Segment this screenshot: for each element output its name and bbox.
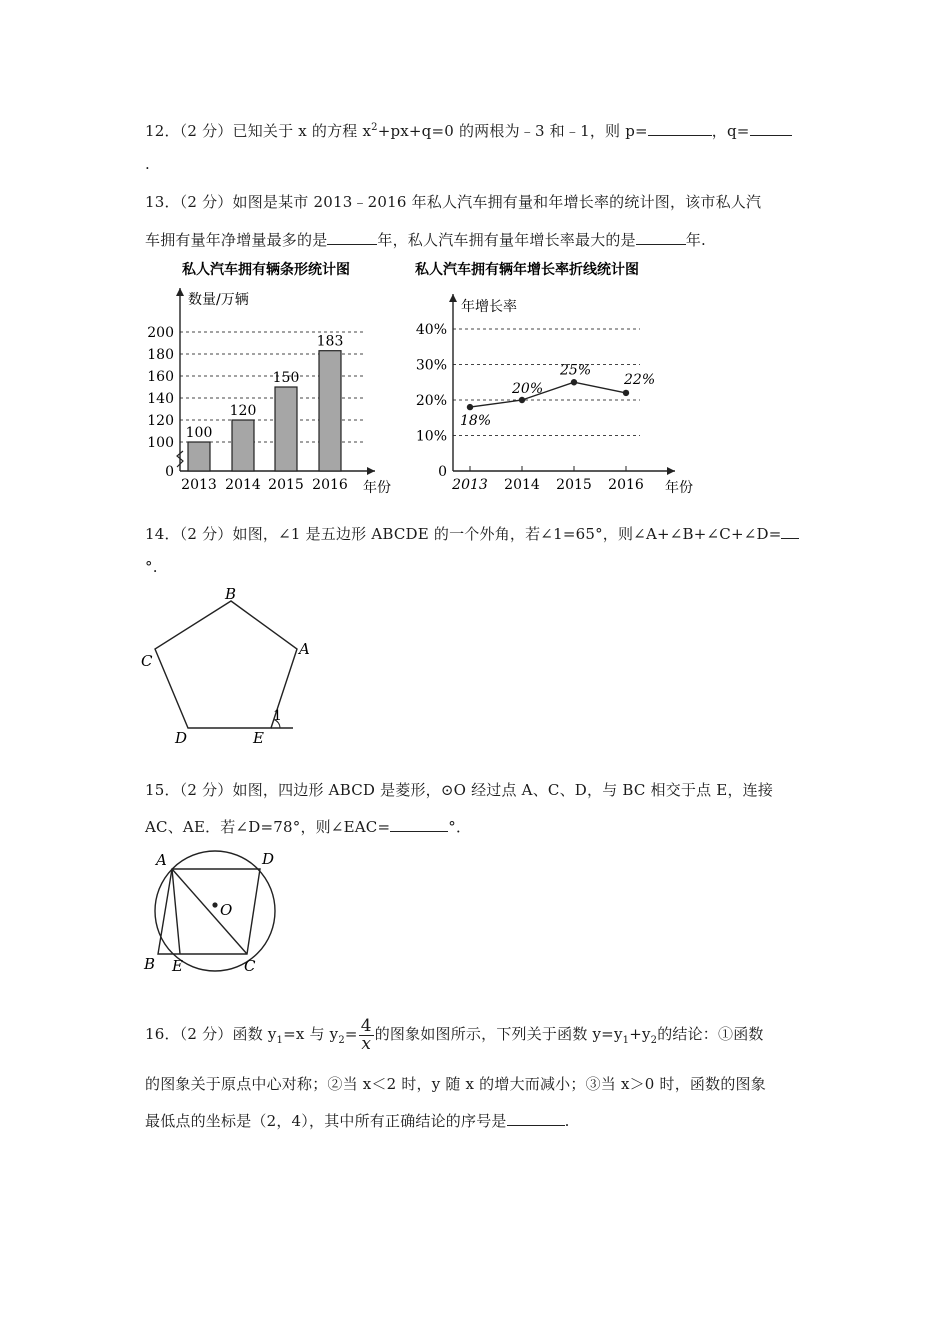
bar-2014: [232, 420, 254, 471]
q16-text-b: =x 与 y: [283, 1025, 339, 1043]
q15-text-a: AC、AE．若∠D=78°，则∠EAC=: [145, 818, 391, 836]
line-chart-yaxis-arrow: [449, 294, 457, 302]
bar-chart-ylabel: 数量/万辆: [188, 292, 249, 308]
bar-value-label: 120: [229, 403, 257, 419]
bar-chart-xtick: 2016: [312, 477, 348, 493]
line-chart-xtick: 2016: [608, 477, 644, 493]
bar-chart-xtick: 2013: [181, 477, 217, 493]
pentagon-figure: [135, 580, 310, 750]
bar-chart-ytick: 120: [147, 413, 174, 429]
q16-line3: [145, 1110, 570, 1131]
bar-2015: [275, 387, 297, 471]
q13-text-c: 年.: [685, 231, 706, 249]
label-c: C: [244, 957, 256, 975]
label-d: D: [175, 729, 188, 747]
fraction-denominator: x: [361, 1033, 372, 1054]
q16-text-c: =: [344, 1025, 358, 1043]
line-chart-ytick: 10%: [415, 428, 447, 445]
q14-blank[interactable]: [781, 524, 799, 539]
line-chart-ytick: 30%: [415, 357, 447, 374]
rhombus-circle-figure: [138, 848, 288, 978]
line-point-2016: [623, 390, 629, 396]
q12-text-b: +px+q=0 的两根为﹣3 和﹣1，则 p=: [377, 122, 648, 140]
line-chart-ytick: 0: [438, 464, 447, 480]
line-chart: [405, 256, 705, 501]
label-d: D: [262, 850, 275, 868]
bar-chart-xaxis-arrow: [367, 467, 375, 475]
bar-value-label: 100: [185, 425, 213, 441]
line-chart-ytick: 40%: [415, 322, 447, 338]
bar-value-label: 150: [272, 370, 300, 386]
q12-line1: [145, 120, 792, 141]
q16-line2: 的图象关于原点中心对称；②当 x＜2 时，y 随 x 的增大而减小；③当 x＞0 时，函数的图象: [145, 1075, 766, 1093]
line-point-2014: [519, 397, 525, 403]
line-value-label: 22%: [624, 371, 656, 388]
fraction-numerator: 4: [360, 1015, 372, 1036]
label-c: C: [141, 652, 153, 670]
line-value-label: 18%: [460, 413, 492, 430]
line-point-2013: [467, 404, 473, 410]
bar-chart-ytick: 0: [165, 464, 174, 480]
line-chart-xtick: 2014: [504, 477, 540, 493]
bar-chart-xtick: 2014: [225, 477, 261, 493]
q16-blank[interactable]: [507, 1111, 565, 1126]
q14-line2: °.: [145, 558, 158, 576]
line-chart-series: [470, 382, 626, 407]
bar-chart: [147, 256, 391, 501]
q16-text-a: 16．（2 分）函数 y: [145, 1025, 277, 1043]
line-chart-ytick: 20%: [415, 393, 447, 409]
q16-text-e: +y: [629, 1025, 651, 1043]
line-chart-ylabel: 年增长率: [461, 299, 517, 315]
bar-chart-title: 私人汽车拥有辆条形统计图: [182, 262, 350, 278]
label-a: A: [156, 851, 167, 869]
bar-chart-yaxis-arrow: [176, 288, 184, 296]
q14-text: 14．（2 分）如图，∠1 是五边形 ABCDE 的一个外角，若∠1=65°，则∠A+∠B+∠C+∠D=: [145, 525, 782, 543]
bar-chart-ytick: 100: [147, 435, 174, 451]
q16-text-d: 的图象如图所示，下列关于函数 y=y: [374, 1025, 623, 1043]
bar-chart-ytick: 180: [147, 347, 174, 363]
q15-line1: 15．（2 分）如图，四边形 ABCD 是菱形，⊙O 经过点 A、C、D，与 BC 相交于点 E，连接: [145, 781, 774, 799]
center-point: [212, 902, 217, 907]
line-chart-xlabel: 年份: [665, 480, 693, 496]
bar-chart-ytick: 140: [147, 391, 174, 407]
q13-line1: 13．（2 分）如图是某市 2013﹣2016 年私人汽车拥有量和年增长率的统计图，该市私人汽: [145, 193, 762, 211]
label-angle-1: 1: [273, 708, 282, 724]
q13-blank-1[interactable]: [327, 230, 377, 245]
q12-blank-p[interactable]: [648, 121, 712, 136]
q16-sub-3: 1: [622, 1035, 630, 1046]
q16-text-h: .: [564, 1112, 570, 1130]
segment-ac: [172, 869, 247, 954]
q13-text-a: 车拥有量年净增量最多的是: [145, 231, 328, 249]
bar-chart-xlabel: 年份: [363, 480, 391, 496]
line-chart-xtick: 2013: [452, 477, 488, 493]
q13-blank-2[interactable]: [636, 230, 686, 245]
q12-text-c: ，q=: [711, 122, 750, 140]
label-b: B: [225, 585, 237, 603]
q16-text-f: 的结论：①函数: [657, 1025, 764, 1043]
q13-text-b: 年，私人汽车拥有量年增长率最大的是: [377, 231, 636, 249]
line-value-label: 20%: [512, 381, 544, 397]
label-a: A: [299, 640, 310, 658]
q12-blank-q[interactable]: [750, 121, 792, 136]
bar-chart-axis-break: [177, 451, 183, 467]
q14-line1: [145, 523, 799, 544]
q16-sub-2: 2: [338, 1035, 345, 1046]
bar-2013: [188, 442, 210, 471]
bar-value-label: 183: [316, 333, 344, 350]
q16-line1: [145, 1011, 764, 1057]
q12-line2: .: [145, 155, 150, 173]
bar-chart-xtick: 2015: [268, 477, 304, 493]
segment-ae: [172, 869, 180, 954]
bar-chart-ytick: 200: [147, 325, 174, 341]
q15-text-b: °．: [448, 818, 472, 836]
q16-sub-1: 1: [276, 1035, 284, 1046]
q13-line2: [145, 229, 706, 250]
label-e: E: [253, 729, 264, 747]
bar-chart-ytick: 160: [147, 369, 174, 385]
line-point-2015: [571, 379, 577, 385]
label-o: O: [220, 901, 233, 919]
line-chart-xtick: 2015: [556, 477, 592, 493]
fraction-4-over-x: [359, 1015, 374, 1054]
label-e: E: [172, 957, 183, 975]
label-b: B: [144, 955, 156, 973]
q12-text-a: 12．（2 分）已知关于 x 的方程 x: [145, 122, 372, 140]
q16-sub-4: 2: [650, 1035, 658, 1046]
q15-line2: [145, 816, 471, 837]
line-chart-xaxis-arrow: [667, 467, 675, 475]
line-value-label: 25%: [560, 362, 592, 379]
q12-exponent: 2: [371, 122, 378, 133]
q16-text-g: 最低点的坐标是（2，4），其中所有正确结论的序号是: [145, 1112, 507, 1130]
q15-blank[interactable]: [390, 817, 448, 832]
bar-2016: [319, 351, 341, 471]
line-chart-title: 私人汽车拥有辆年增长率折线统计图: [415, 262, 639, 278]
